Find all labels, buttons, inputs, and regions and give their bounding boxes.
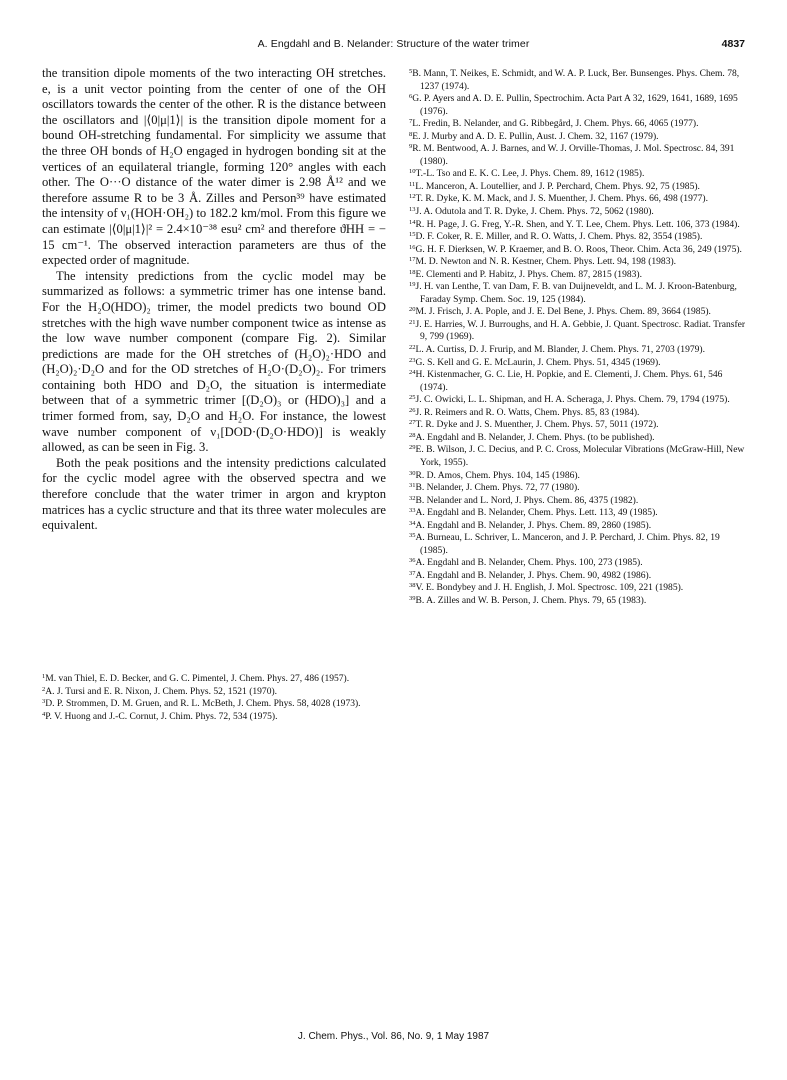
running-title: A. Engdahl and B. Nelander: Structure of the water trimer — [257, 38, 530, 50]
reference-number: 30 — [409, 469, 416, 477]
reference-number: 26 — [409, 406, 416, 414]
reference-text: B. Nelander and L. Nord, J. Phys. Chem. 86, 4375 (1982). — [415, 494, 639, 506]
reference-entry — [42, 686, 386, 699]
reference-number: 29 — [409, 444, 416, 452]
reference-number: 23 — [409, 356, 416, 364]
reference-text: M. van Thiel, E. D. Becker, and G. C. Pimentel, J. Chem. Phys. 27, 486 (1957). — [45, 673, 350, 684]
reference-text: A. Burneau, L. Schriver, L. Manceron, and J. P. Perchard, J. Chim. Phys. 82, 19 (1985). — [415, 532, 720, 556]
reference-text: A. Engdahl and B. Nelander, Chem. Phys. Lett. 113, 49 (1985). — [415, 507, 658, 519]
body-paragraph-1: the transition dipole moments of the two interacting OH stretches. e, is a unit vector pointing from the center of one of the OH oscillators towards the center of the other. R is the distance between the oscillators and |⟨0|μ|1⟩| is the transition dipole moment for a bound OH-stretching fundamental. For simplicity we assume that the three OH bonds of H₂O engaged in hydrogen bonding sit at the vertices of an equilateral triangle, forming 120° angles with each other. The O···O distance of the water dimer is 2.98 Å¹² and we therefore assume R to be 3 Å. Zilles and Person³⁹ have estimated the intensity of ν₁(HOH·OH₂) to 182.2 km/mol. From this figure we can estimate |⟨0|μ|1⟩|² = 2.4×10⁻³⁸ esu² cm² and therefore ϑHH = − 15 cm⁻¹. The observed interaction parameters are thus of the expected order of magnitude. — [42, 66, 386, 268]
reference-number: 10 — [409, 168, 416, 176]
reference-number: 5 — [409, 68, 413, 75]
reference-number: 1 — [42, 673, 46, 680]
reference-text: A. J. Tursi and E. R. Nixon, J. Chem. Phys. 52, 1521 (1970). — [45, 685, 278, 697]
reference-number: 35 — [409, 532, 416, 540]
body-paragraph-2: The intensity predictions from the cyclic model may be summarized as follows: a symmetric trimer has one intense band. For the H₂O(HDO)₂ trimer, the model predicts two bound OD stretches with the high wave number component twice as intense as the low wave number component (compare Fig. 2). Similar predictions are made for the OH stretches of (H₂O)₂·HDO and (H₂O)₂·D₂O and for the OD stretches of H₂O·(D₂O)₂. For trimers containing both HDO and D₂O, the situation is intermediate between that of a symmetric trimer [(D₂O)₃ or (HDO)₃] and a trimer formed from, say, D₂O and H₂O. For instance, the lowest wave number component of ν₁[DOD·(D₂O·HDO)] is weakly allowed, as can be seen in Fig. 3. — [42, 268, 386, 455]
reference-text: T. R. Dyke and J. S. Muenther, J. Chem. Phys. 57, 5011 (1972). — [415, 419, 659, 431]
reference-entry — [409, 507, 749, 520]
reference-text: G. H. F. Dierksen, W. P. Kraemer, and B. O. Roos, Theor. Chim. Acta 36, 249 (1975). — [415, 243, 742, 255]
reference-text: E. Clementi and P. Habitz, J. Phys. Chem. 87, 2815 (1983). — [415, 268, 642, 280]
reference-entry — [409, 532, 749, 557]
reference-text: T. R. Dyke, K. M. Mack, and J. S. Muenther, J. Chem. Phys. 66, 498 (1977). — [415, 193, 708, 205]
reference-text: V. E. Bondybey and J. H. English, J. Mol. Spectrosc. 109, 221 (1985). — [415, 582, 684, 594]
reference-text: J. A. Odutola and T. R. Dyke, J. Chem. Phys. 72, 5062 (1980). — [415, 206, 654, 218]
reference-number: 22 — [409, 344, 416, 352]
reference-number: 2 — [42, 685, 46, 693]
reference-text: B. A. Zilles and W. B. Person, J. Chem. Phys. 79, 65 (1983). — [415, 594, 647, 606]
reference-text: R. D. Amos, Chem. Phys. 104, 145 (1986). — [415, 469, 580, 481]
reference-text: G. S. Kell and G. E. McLaurin, J. Chem. Phys. 51, 4345 (1969). — [415, 356, 661, 368]
reference-text: A. Engdahl and B. Nelander, J. Chem. Phys. (to be published). — [415, 431, 655, 443]
reference-entry — [409, 143, 749, 168]
reference-number: 15 — [409, 231, 416, 239]
reference-number: 17 — [409, 256, 416, 264]
reference-text: L. Manceron, A. Loutellier, and J. P. Perchard, Chem. Phys. 92, 75 (1985). — [415, 180, 700, 192]
reference-number: 21 — [409, 318, 416, 326]
reference-number: 9 — [409, 143, 413, 151]
reference-number: 39 — [409, 594, 416, 602]
reference-number: 18 — [409, 268, 416, 276]
reference-entry — [409, 231, 749, 244]
reference-entry — [409, 281, 749, 306]
reference-text: A. Engdahl and B. Nelander, J. Phys. Chem. 90, 4982 (1986). — [415, 569, 652, 581]
reference-text: J. R. Reimers and R. O. Watts, Chem. Phys. 85, 83 (1984). — [415, 406, 640, 418]
reference-entry — [409, 93, 749, 118]
reference-text: J. C. Owicki, L. L. Shipman, and H. A. Scheraga, J. Phys. Chem. 79, 1794 (1975). — [415, 394, 730, 406]
page-number: 4837 — [721, 38, 745, 50]
reference-text: B. Mann, T. Neikes, E. Schmidt, and W. A. P. Luck, Ber. Bunsenges. Phys. Chem. 78, 1237 (1974). — [412, 68, 740, 92]
reference-number: 34 — [409, 519, 416, 527]
reference-entry — [409, 582, 749, 595]
reference-entry — [409, 495, 749, 508]
reference-number: 12 — [409, 193, 416, 201]
reference-text: G. P. Ayers and A. D. E. Pullin, Spectrochim. Acta Part A 32, 1629, 1641, 1689, 1695 (1976). — [412, 93, 738, 117]
reference-entry — [409, 444, 749, 469]
reference-number: 28 — [409, 431, 416, 439]
reference-entry — [409, 520, 749, 533]
reference-number: 13 — [409, 206, 416, 214]
reference-number: 25 — [409, 394, 416, 402]
reference-entry — [409, 244, 749, 257]
reference-number: 33 — [409, 507, 416, 515]
reference-number: 8 — [409, 130, 413, 138]
reference-text: J. E. Harries, W. J. Burroughs, and H. A. Gebbie, J. Quant. Spectrosc. Radiat. Transfer 9, 799 (1969). — [415, 318, 746, 343]
reference-entry — [42, 698, 386, 711]
reference-entry — [409, 319, 749, 344]
reference-number: 16 — [409, 243, 416, 251]
reference-entry — [409, 557, 749, 570]
reference-entry — [409, 168, 749, 181]
reference-entry — [409, 344, 749, 357]
reference-text: H. Kistenmacher, G. C. Lie, H. Popkie, and E. Clementi, J. Chem. Phys. 61, 546 (1974). — [415, 369, 723, 393]
reference-entry — [409, 118, 749, 131]
reference-entry — [409, 482, 749, 495]
reference-entry — [42, 711, 386, 724]
reference-text: R. M. Bentwood, A. J. Barnes, and W. J. Orville-Thomas, J. Mol. Spectrosc. 84, 391 (1980). — [412, 143, 735, 167]
reference-entry — [409, 219, 749, 232]
reference-entry — [409, 181, 749, 194]
reference-entry — [409, 570, 749, 583]
reference-text: D. P. Strommen, D. M. Gruen, and R. L. McBeth, J. Chem. Phys. 58, 4028 (1973). — [45, 698, 361, 710]
reference-number: 7 — [409, 118, 413, 126]
reference-entry — [409, 595, 749, 608]
reference-text: A. Engdahl and B. Nelander, Chem. Phys. 100, 273 (1985). — [415, 557, 643, 569]
reference-text: R. H. Page, J. G. Freg, Y.-R. Shen, and Y. T. Lee, Chem. Phys. Lett. 106, 373 (1984). — [415, 218, 740, 230]
reference-number: 20 — [409, 306, 416, 314]
reference-number: 24 — [409, 369, 416, 377]
reference-entry — [409, 256, 749, 269]
reference-text: M. D. Newton and N. R. Kestner, Chem. Phys. Lett. 94, 198 (1983). — [415, 256, 677, 268]
reference-number: 19 — [409, 281, 416, 289]
references-right-column — [409, 68, 749, 608]
reference-text: M. J. Frisch, J. A. Pople, and J. E. Del Bene, J. Phys. Chem. 89, 3664 (1985). — [415, 306, 711, 318]
reference-text: L. A. Curtiss, D. J. Frurip, and M. Blander, J. Chem. Phys. 71, 2703 (1979). — [415, 344, 705, 356]
reference-entry — [409, 432, 749, 445]
references-left-column — [42, 673, 386, 723]
reference-number: 27 — [409, 419, 416, 427]
reference-text: A. Engdahl and B. Nelander, J. Phys. Chem. 89, 2860 (1985). — [415, 519, 652, 531]
reference-entry — [409, 206, 749, 219]
reference-number: 36 — [409, 557, 416, 565]
reference-text: P. V. Huong and J.-C. Cornut, J. Chim. Phys. 72, 534 (1975). — [45, 710, 278, 722]
reference-number: 4 — [42, 710, 46, 718]
reference-entry — [409, 68, 749, 93]
reference-number: 6 — [409, 93, 413, 101]
reference-entry — [409, 357, 749, 370]
reference-entry — [409, 306, 749, 319]
reference-number: 37 — [409, 569, 416, 577]
reference-text: T.-L. Tso and E. K. C. Lee, J. Phys. Chem. 89, 1612 (1985). — [415, 168, 645, 180]
reference-number: 32 — [409, 494, 416, 502]
reference-entry — [409, 470, 749, 483]
reference-entry — [409, 193, 749, 206]
journal-citation-footer: J. Chem. Phys., Vol. 86, No. 9, 1 May 1987 — [297, 1031, 490, 1042]
reference-text: L. Fredin, B. Nelander, and G. Ribbegård, J. Chem. Phys. 66, 4065 (1977). — [412, 118, 699, 130]
reference-entry — [409, 419, 749, 432]
reference-entry — [409, 131, 749, 144]
reference-number: 3 — [42, 698, 46, 706]
reference-number: 38 — [409, 582, 416, 590]
body-text-column — [42, 66, 386, 534]
reference-entry — [409, 394, 749, 407]
reference-text: J. H. van Lenthe, T. van Dam, F. B. van Duijneveldt, and L. M. J. Kroon-Batenburg, Faraday Symp. Chem. Soc. 19, 125 (1984). — [415, 281, 737, 305]
reference-entry — [409, 269, 749, 282]
reference-entry — [42, 673, 386, 686]
reference-number: 14 — [409, 218, 416, 226]
reference-text: B. Nelander, J. Chem. Phys. 72, 77 (1980). — [415, 482, 580, 494]
reference-number: 31 — [409, 482, 416, 490]
reference-entry — [409, 369, 749, 394]
reference-number: 11 — [409, 180, 416, 188]
body-paragraph-3: Both the peak positions and the intensity predictions calculated for the cyclic model agree with the observed spectra and we therefore conclude that the water trimer in argon and krypton matrices has a cyclic structure and that its three water molecules are equivalent. — [42, 455, 386, 533]
reference-text: D. F. Coker, R. E. Miller, and R. O. Watts, J. Chem. Phys. 82, 3554 (1985). — [415, 231, 703, 243]
reference-text: E. J. Murby and A. D. E. Pullin, Aust. J. Chem. 32, 1167 (1979). — [412, 130, 659, 142]
reference-entry — [409, 407, 749, 420]
reference-text: E. B. Wilson, J. C. Decius, and P. C. Cross, Molecular Vibrations (McGraw-Hill, New York, 1955). — [415, 444, 745, 468]
